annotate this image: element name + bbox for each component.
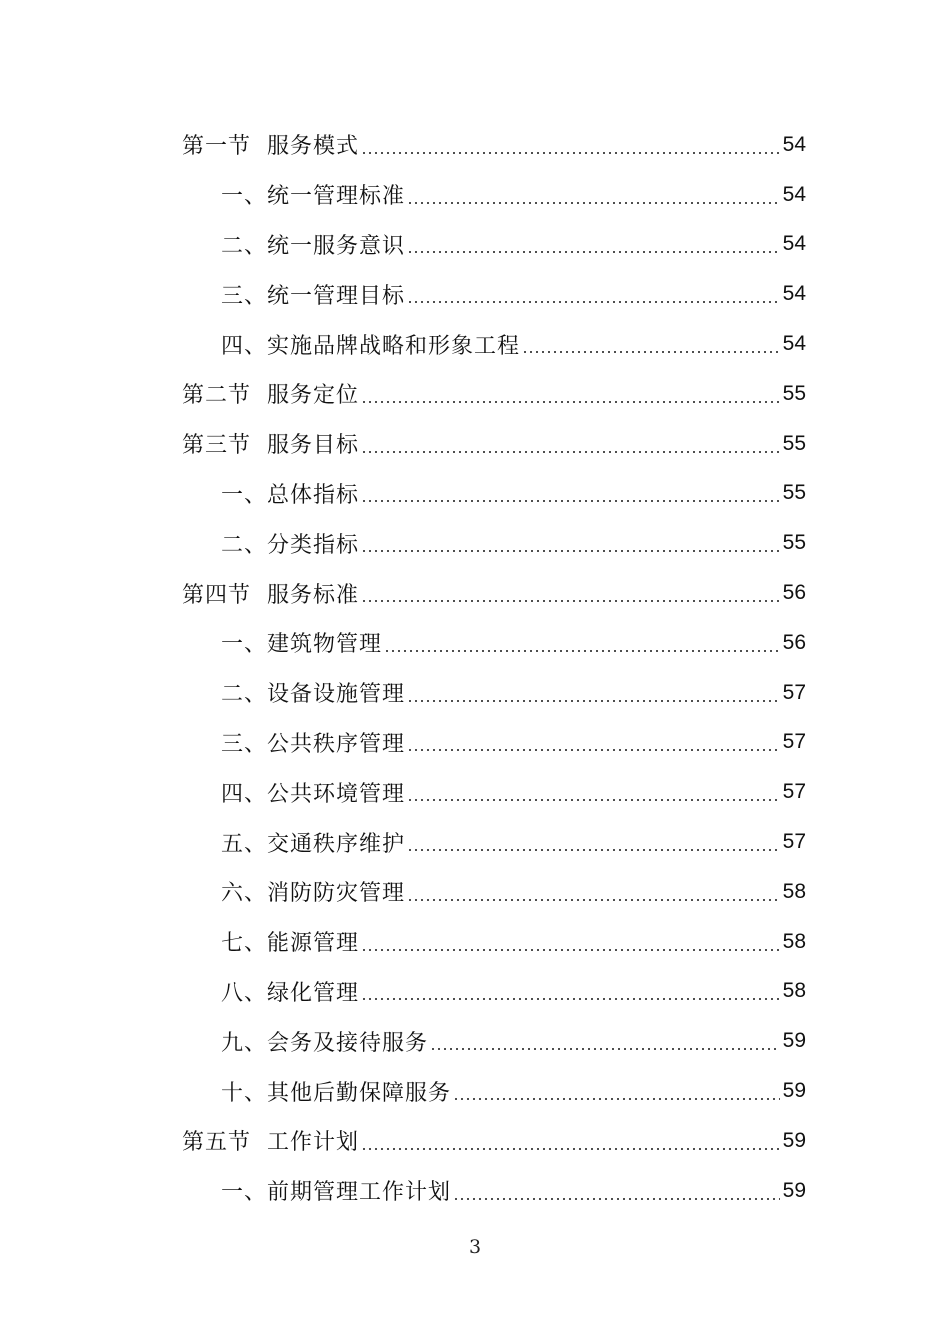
toc-dot-leader <box>407 899 780 901</box>
toc-entry-line <box>221 469 806 519</box>
toc-entry-line <box>221 817 806 867</box>
toc-entry-page: 54 <box>782 132 806 156</box>
toc-dot-leader <box>407 799 780 801</box>
toc-entry-page: 54 <box>782 282 806 306</box>
toc-dot-leader <box>407 700 780 702</box>
toc-entry-title: 统一服务意识 <box>267 233 406 259</box>
toc-entry[interactable] <box>0 1116 950 1166</box>
toc-entry-number: 六、 <box>221 881 268 907</box>
toc-entry-title: 能源管理 <box>267 931 360 957</box>
toc-dot-leader <box>361 1148 780 1150</box>
toc-entry-page: 57 <box>782 780 806 804</box>
toc-entry[interactable] <box>0 319 950 369</box>
toc-entry-number: 四、 <box>221 333 268 359</box>
toc-entry-title: 公共环境管理 <box>267 781 406 807</box>
toc-entry-page: 56 <box>782 581 806 605</box>
toc-entry-number: 一、 <box>221 632 268 658</box>
toc-dot-leader <box>453 1198 780 1200</box>
table-of-contents <box>0 120 950 1216</box>
toc-entry-line <box>221 269 806 319</box>
toc-entry-line <box>182 419 806 469</box>
toc-entry-number: 第一节 <box>182 134 267 160</box>
toc-entry[interactable] <box>0 419 950 469</box>
toc-entry-line <box>221 618 806 668</box>
toc-dot-leader <box>361 998 780 1000</box>
toc-entry[interactable] <box>0 518 950 568</box>
toc-dot-leader <box>361 550 780 552</box>
toc-dot-leader <box>407 202 780 204</box>
toc-entry-title: 设备设施管理 <box>267 682 406 708</box>
toc-entry-number: 九、 <box>221 1030 268 1056</box>
toc-entry-title: 交通秩序维护 <box>267 831 406 857</box>
toc-dot-leader <box>453 1098 780 1100</box>
toc-entry-page: 58 <box>782 879 806 903</box>
toc-dot-leader <box>361 401 780 403</box>
toc-entry-line <box>221 220 806 270</box>
toc-entry-number: 七、 <box>221 931 268 957</box>
toc-entry-title: 服务模式 <box>267 134 360 160</box>
toc-entry[interactable] <box>0 369 950 419</box>
toc-entry-number: 二、 <box>221 682 268 708</box>
toc-entry-number: 二、 <box>221 532 268 558</box>
toc-entry-page: 54 <box>782 232 806 256</box>
toc-entry[interactable] <box>0 120 950 170</box>
toc-entry-number: 一、 <box>221 482 268 508</box>
toc-entry-line <box>221 718 806 768</box>
toc-entry-page: 57 <box>782 830 806 854</box>
toc-entry-number: 一、 <box>221 1180 268 1206</box>
toc-entry-line <box>221 518 806 568</box>
toc-dot-leader <box>361 152 780 154</box>
toc-entry-page: 59 <box>782 1128 806 1152</box>
toc-entry-line <box>182 568 806 618</box>
toc-entry-page: 59 <box>782 1178 806 1202</box>
toc-entry-title: 前期管理工作计划 <box>267 1180 452 1206</box>
toc-entry-line <box>221 967 806 1017</box>
toc-dot-leader <box>361 451 780 453</box>
toc-dot-leader <box>361 600 780 602</box>
toc-dot-leader <box>361 500 780 502</box>
toc-entry-line <box>182 369 806 419</box>
toc-entry-title: 公共秩序管理 <box>267 731 406 757</box>
toc-entry-line <box>221 170 806 220</box>
toc-entry-title: 消防防灾管理 <box>267 881 406 907</box>
toc-entry-page: 55 <box>782 531 806 555</box>
toc-entry-line <box>221 1066 806 1116</box>
toc-entry[interactable] <box>0 917 950 967</box>
toc-entry-number: 第三节 <box>182 433 267 459</box>
toc-entry-page: 59 <box>782 1079 806 1103</box>
toc-entry[interactable] <box>0 817 950 867</box>
toc-dot-leader <box>407 301 780 303</box>
toc-entry[interactable] <box>0 269 950 319</box>
toc-entry-title: 总体指标 <box>267 482 360 508</box>
toc-entry-number: 三、 <box>221 283 268 309</box>
toc-entry-page: 59 <box>782 1029 806 1053</box>
toc-entry[interactable] <box>0 220 950 270</box>
toc-entry-title: 工作计划 <box>267 1130 360 1156</box>
toc-entry-title: 统一管理标准 <box>267 184 406 210</box>
toc-entry-page: 54 <box>782 332 806 356</box>
toc-entry[interactable] <box>0 568 950 618</box>
toc-entry-number: 二、 <box>221 233 268 259</box>
toc-dot-leader <box>407 849 780 851</box>
toc-entry[interactable] <box>0 767 950 817</box>
toc-entry-page: 58 <box>782 979 806 1003</box>
toc-entry-title: 统一管理目标 <box>267 283 406 309</box>
toc-entry[interactable] <box>0 1066 950 1116</box>
toc-entry-page: 56 <box>782 630 806 654</box>
toc-entry-page: 57 <box>782 730 806 754</box>
toc-entry-line <box>182 1116 806 1166</box>
toc-entry-title: 服务定位 <box>267 383 360 409</box>
toc-entry-line <box>221 1166 806 1216</box>
toc-entry-number: 十、 <box>221 1080 268 1106</box>
toc-entry-number: 第四节 <box>182 582 267 608</box>
toc-entry-number: 八、 <box>221 980 268 1006</box>
toc-entry-line <box>182 120 806 170</box>
toc-dot-leader <box>407 251 780 253</box>
toc-dot-leader <box>361 949 780 951</box>
toc-entry[interactable] <box>0 1166 950 1216</box>
toc-entry[interactable] <box>0 867 950 917</box>
toc-entry-number: 一、 <box>221 184 268 210</box>
toc-dot-leader <box>522 351 780 353</box>
toc-entry-line <box>221 767 806 817</box>
toc-entry-title: 服务标准 <box>267 582 360 608</box>
toc-dot-leader <box>430 1048 780 1050</box>
toc-entry[interactable] <box>0 1016 950 1066</box>
toc-entry[interactable] <box>0 718 950 768</box>
toc-entry-title: 绿化管理 <box>267 980 360 1006</box>
toc-entry-page: 58 <box>782 929 806 953</box>
toc-entry-line <box>221 867 806 917</box>
toc-entry-page: 54 <box>782 182 806 206</box>
toc-entry[interactable] <box>0 967 950 1017</box>
toc-entry-title: 建筑物管理 <box>267 632 383 658</box>
toc-entry-number: 第五节 <box>182 1130 267 1156</box>
toc-entry-title: 实施品牌战略和形象工程 <box>267 333 521 359</box>
toc-entry-number: 四、 <box>221 781 268 807</box>
toc-entry[interactable] <box>0 668 950 718</box>
page-number: 3 <box>468 1236 482 1258</box>
toc-entry-title: 分类指标 <box>267 532 360 558</box>
toc-dot-leader <box>407 749 780 751</box>
toc-entry-number: 三、 <box>221 731 268 757</box>
toc-entry-title: 其他后勤保障服务 <box>267 1080 452 1106</box>
toc-entry-line <box>221 319 806 369</box>
toc-entry-page: 57 <box>782 680 806 704</box>
toc-entry[interactable] <box>0 469 950 519</box>
toc-entry-number: 五、 <box>221 831 268 857</box>
toc-entry-line <box>221 917 806 967</box>
toc-entry-title: 服务目标 <box>267 433 360 459</box>
toc-entry-title: 会务及接待服务 <box>267 1030 429 1056</box>
toc-entry-line <box>221 1016 806 1066</box>
toc-dot-leader <box>384 650 780 652</box>
toc-entry-number: 第二节 <box>182 383 267 409</box>
toc-entry-page: 55 <box>782 481 806 505</box>
toc-entry[interactable] <box>0 170 950 220</box>
toc-entry-page: 55 <box>782 431 806 455</box>
toc-entry-page: 55 <box>782 381 806 405</box>
toc-entry[interactable] <box>0 618 950 668</box>
toc-entry-line <box>221 668 806 718</box>
